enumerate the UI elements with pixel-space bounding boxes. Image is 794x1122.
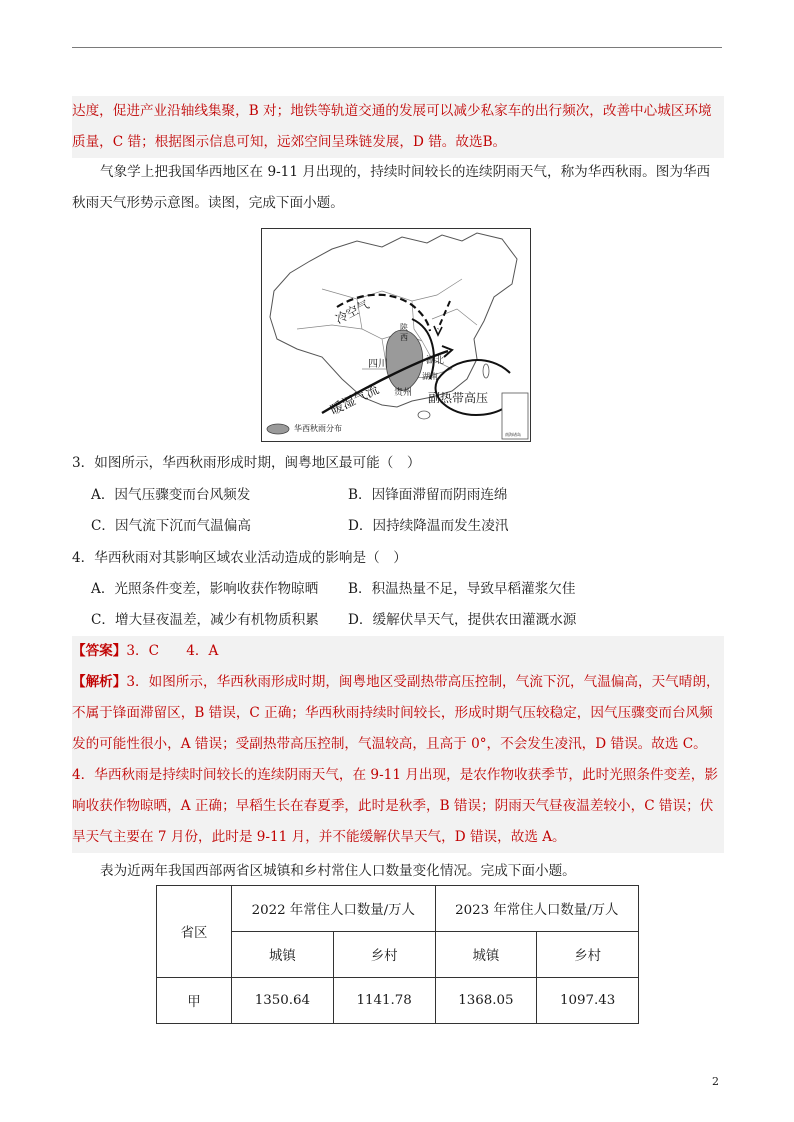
q3-option-b: B．因锋面滞留而阴雨连绵 (348, 487, 508, 503)
warm-flow-label: 暖湿气流 (328, 382, 382, 419)
sub-header-rural: 乡村 (333, 932, 435, 978)
shaanxi-label: 陕西 (400, 323, 408, 342)
legend-label: 华西秋雨分布 (294, 424, 342, 433)
table-cell: 1350.64 (232, 978, 334, 1024)
inset-label: 南海诸岛 (505, 432, 521, 437)
q3-option-c: C．因气流下沉而气温偏高 (91, 518, 251, 534)
answer-analysis (72, 636, 724, 853)
sub-header-urban: 城镇 (435, 932, 537, 978)
year-header-2023: 2023 年常住人口数量/万人 (435, 886, 639, 932)
passage-line: 秋雨天气形势示意图。读图，完成下面小题。 (72, 195, 344, 211)
q3-option-d: D．因持续降温而发生凌汛 (348, 518, 509, 534)
question-3-stem: 3．如图所示，华西秋雨形成时期，闽粤地区最可能（ ） (72, 455, 421, 471)
question-4-stem: 4．华西秋雨对其影响区域农业活动造成的影响是（ ） (72, 550, 407, 566)
q3-option-a: A．因气压骤变而台风频发 (91, 487, 251, 503)
page-number: 2 (712, 1075, 719, 1088)
hunan-label: 湖南 (422, 372, 438, 381)
hubei-label: 湖北 (426, 356, 445, 366)
sub-header-urban: 城镇 (232, 932, 334, 978)
row-name: 甲 (157, 978, 232, 1024)
answer-text: 3．C 4．A (126, 643, 219, 659)
analysis-line: 旱天气主要在 7 月份，此时是 9-11 月，并不能缓解伏旱天气，D 错误，故选 A。 (72, 829, 566, 845)
guizhou-label: 贵州 (394, 388, 413, 398)
q4-option-c: C．增大昼夜温差，减少有机物质积累 (91, 612, 319, 628)
table-intro: 表为近两年我国西部两省区城镇和乡村常住人口数量变化情况。完成下面小题。 (100, 863, 576, 879)
passage (72, 157, 724, 219)
table-cell: 1141.78 (333, 978, 435, 1024)
q4-option-a: A．光照条件变差，影响收获作物晾晒 (91, 581, 319, 597)
analysis-line: 4．华西秋雨是持续时间较长的连续阴雨天气，在 9-11 月出现，是农作物收获季节，此时光照条件变差，影 (72, 767, 718, 783)
q4-option-d: D．缓解伏旱天气，提供农田灌溉水源 (348, 612, 577, 628)
table-row (157, 978, 639, 1024)
answer-tag: 【答案】 (72, 643, 127, 659)
china-map-outline (262, 229, 530, 441)
sub-header-rural: 乡村 (537, 932, 639, 978)
cold-air-label: 冷空气 (333, 297, 372, 327)
answer-line (72, 636, 724, 667)
text-line: 达度，促进产业沿轴线集聚，B 对；地铁等轨道交通的发展可以减少私家车的出行频次，改善中心城区环境 (72, 103, 712, 119)
passage-line: 气象学上把我国华西地区在 9-11 月出现的，持续时间较长的连续阴雨天气，称为华西秋雨。图为华西 (100, 164, 711, 180)
analysis-line: 响收获作物晾晒，A 正确；早稻生长在春夏季，此时是秋季，B 错误；阴雨天气昼夜温差较小，C 错误；伏 (72, 798, 714, 814)
analysis-line: 发的可能性很小，A 错误；受副热带高压控制，气温较高，且高于 0°，不会发生凌汛，D 错误。故选 C。 (72, 736, 707, 752)
analysis-line: 不属于锋面滞留区，B 错误，C 正确；华西秋雨持续时间较长，形成时期气压较稳定，因气压骤变而台风频 (72, 705, 713, 721)
analysis-line (72, 667, 724, 698)
table-cell: 1097.43 (537, 978, 639, 1024)
weather-map-figure (261, 228, 531, 442)
subtropical-high-label: 副热带高压 (428, 391, 489, 405)
population-table (156, 885, 639, 1024)
table-cell: 1368.05 (435, 978, 537, 1024)
province-header: 省区 (157, 886, 232, 978)
analysis-text: 3．如图所示，华西秋雨形成时期，闽粤地区受副热带高压控制，气流下沉，气温偏高，天气晴朗， (126, 674, 720, 690)
text-line: 质量，C 错；根据图示信息可知，远郊空间呈珠链发展，D 错。故选B。 (72, 134, 507, 150)
analysis-tag: 【解析】 (72, 674, 127, 690)
header-rule (72, 47, 722, 48)
q4-option-b: B．积温热量不足，导致早稻灌浆欠佳 (348, 581, 576, 597)
previous-answer-continuation (72, 96, 724, 158)
year-header-2022: 2022 年常住人口数量/万人 (232, 886, 436, 932)
sichuan-label: 四川 (368, 359, 388, 370)
